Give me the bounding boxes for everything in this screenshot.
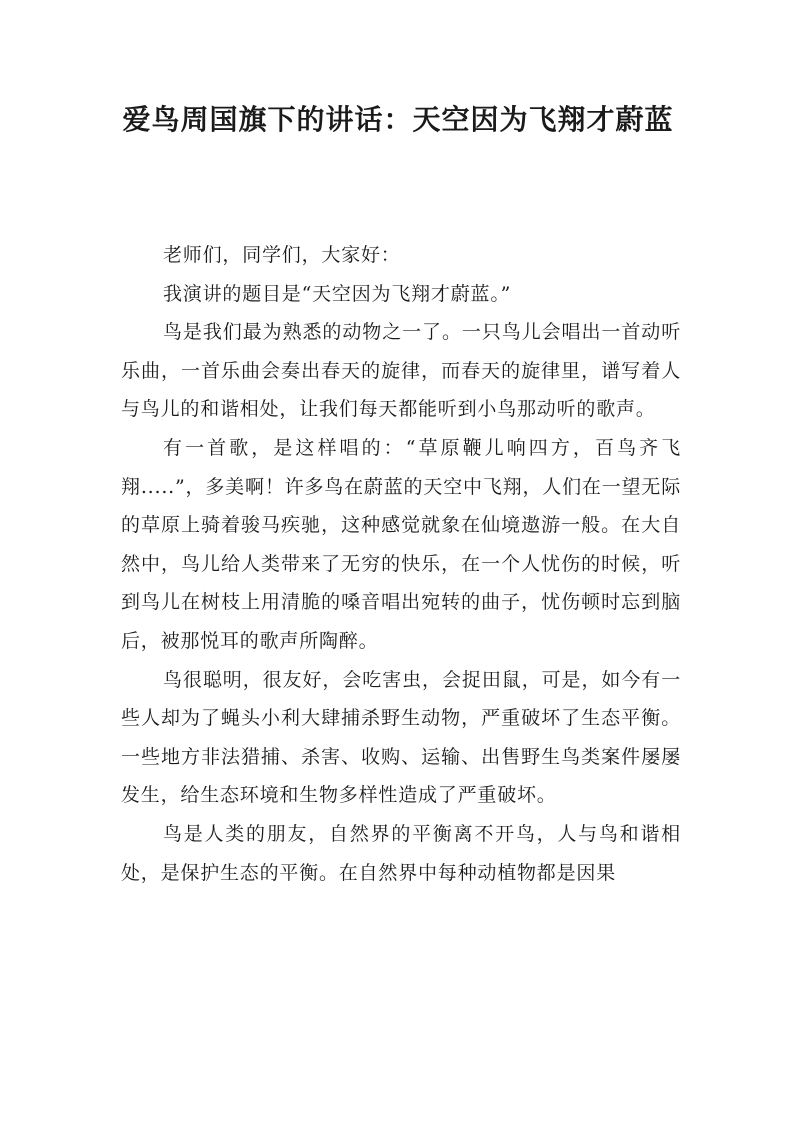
document-body — [121, 236, 681, 892]
paragraph-birds-familiar: 鸟是我们最为熟悉的动物之一了。一只鸟儿会唱出一首动听乐曲，一首乐曲会奏出春天的旋律，而春天的旋律里，谱写着人与鸟儿的和谐相处，让我们每天都能听到小鸟那动听的歌声。 — [121, 321, 681, 421]
paragraph-song: 有一首歌，是这样唱的：“草原鞭儿响四方，百鸟齐飞翔.....”，多美啊！许多鸟在蔚蓝的天空中飞翔，人们在一望无际的草原上骑着骏马疾驰，这种感觉就象在仙境遨游一般。在大自然中，鸟儿给人类带来了无穷的快乐，在一个人忧伤的时候，听到鸟儿在树枝上用清脆的嗓音唱出宛转的曲子，忧伤顿时忘到脑后，被那悦耳的歌声所陶醉。 — [121, 436, 681, 652]
paragraph-harmony: 鸟是人类的朋友，自然界的平衡离不开鸟，人与鸟和谐相处，是保护生态的平衡。在自然界中每种动植物都是因果 — [121, 822, 681, 884]
paragraph-topic: 我演讲的题目是“天空因为飞翔才蔚蓝。” — [163, 282, 512, 305]
document-title: 爱鸟周国旗下的讲话：天空因为飞翔才蔚蓝 — [122, 103, 674, 136]
paragraph-protection: 鸟很聪明，很友好，会吃害虫，会捉田鼠，可是，如今有一些人却为了蝇头小利大肆捕杀野生动物，严重破坏了生态平衡。一些地方非法猎捕、杀害、收购、运输、出售野生鸟类案件屡屡发生，给生态环境和生物多样性造成了严重破坏。 — [121, 668, 681, 807]
paragraph-greeting: 老师们，同学们，大家好： — [163, 244, 401, 266]
